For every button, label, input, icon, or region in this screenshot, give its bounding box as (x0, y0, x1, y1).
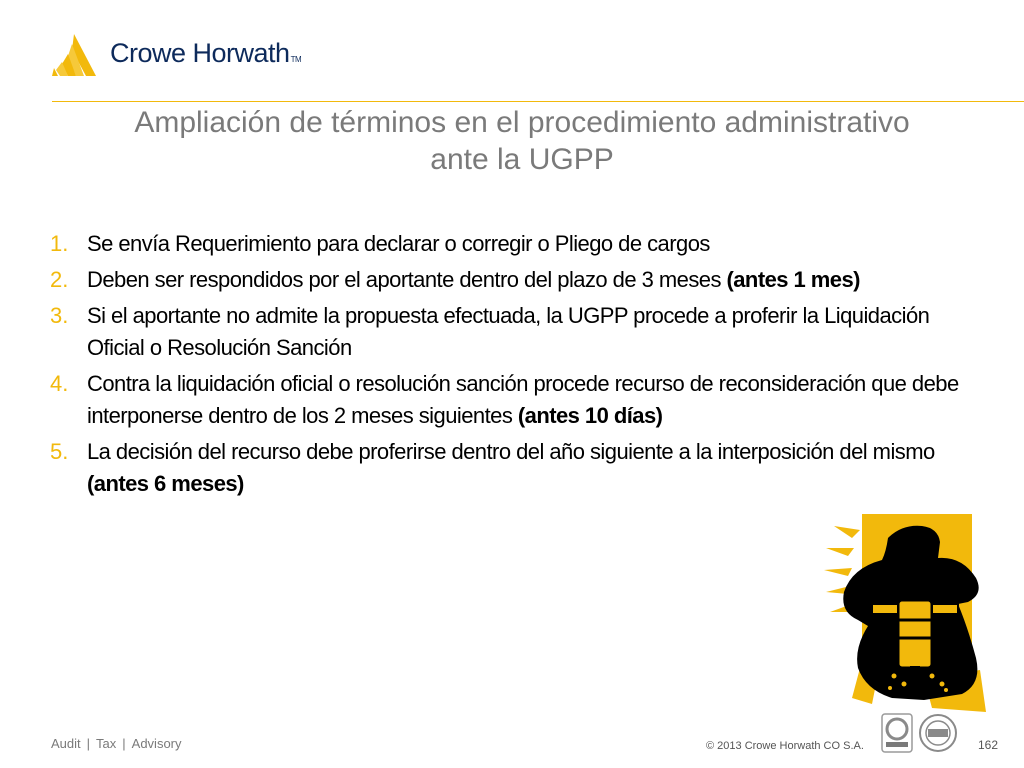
page-number: 162 (978, 738, 999, 752)
footer-services (51, 736, 182, 751)
certification-badges-icon (880, 712, 960, 756)
slide-title-line-1: Ampliación de términos en el procedimiento administrativo (134, 106, 910, 139)
footer-separator: | (86, 736, 91, 751)
logo-name: Crowe Horwath (110, 38, 290, 68)
list-item-body: La decisión del recurso debe proferirse dentro del año siguiente a la interposición del mismo (87, 439, 935, 464)
list-item-emphasis: (antes 6 meses) (87, 471, 244, 496)
list-item-body: Deben ser respondidos por el aportante dentro del plazo de 3 meses (87, 267, 727, 292)
logo-wordmark (110, 38, 301, 69)
copyright: © 2013 Crowe Horwath CO S.A. (706, 740, 864, 752)
footer-advisory: Advisory (131, 736, 182, 751)
logo-trademark: TM (290, 55, 302, 64)
list-item-body: Contra la liquidación oficial o resolución sanción procede recurso de reconsideración que debe interponerse dentro de los 2 meses siguientes (87, 371, 959, 428)
footer-audit: Audit (51, 736, 81, 751)
slide-title-line-2: ante la UGPP (430, 143, 614, 176)
list-item-text (87, 300, 985, 364)
list-item-number: 4. (50, 371, 69, 396)
list-item-text (87, 436, 985, 500)
list-item-emphasis: (antes 1 mes) (726, 267, 860, 292)
footer-separator: | (122, 736, 126, 751)
list-item (50, 436, 985, 500)
list-item-emphasis: (antes 10 días) (517, 403, 663, 428)
list-item-text (87, 368, 985, 432)
footer-tax: Tax (96, 736, 117, 751)
list-item-text (87, 228, 985, 260)
crowe-logo-chevron-icon (50, 32, 106, 78)
jackhammer-worker-clipart-icon (812, 508, 992, 718)
slide-title (20, 104, 1024, 178)
numbered-list (50, 228, 985, 504)
list-item-number: 3. (50, 303, 69, 328)
list-item-number: 2. (50, 267, 69, 292)
list-item-text (87, 264, 985, 296)
list-item-number: 5. (50, 439, 69, 464)
list-item-number: 1. (50, 231, 69, 256)
list-item (50, 300, 985, 364)
header-rule (52, 101, 1024, 102)
list-item-body: Se envía Requerimiento para declarar o corregir o Pliego de cargos (87, 231, 710, 256)
list-item (50, 264, 985, 296)
list-item (50, 368, 985, 432)
crowe-horwath-logo (50, 32, 350, 80)
list-item (50, 228, 985, 260)
list-item-body: Si el aportante no admite la propuesta efectuada, la UGPP procede a proferir la Liquidación Oficial o Resolución Sanción (87, 303, 930, 360)
